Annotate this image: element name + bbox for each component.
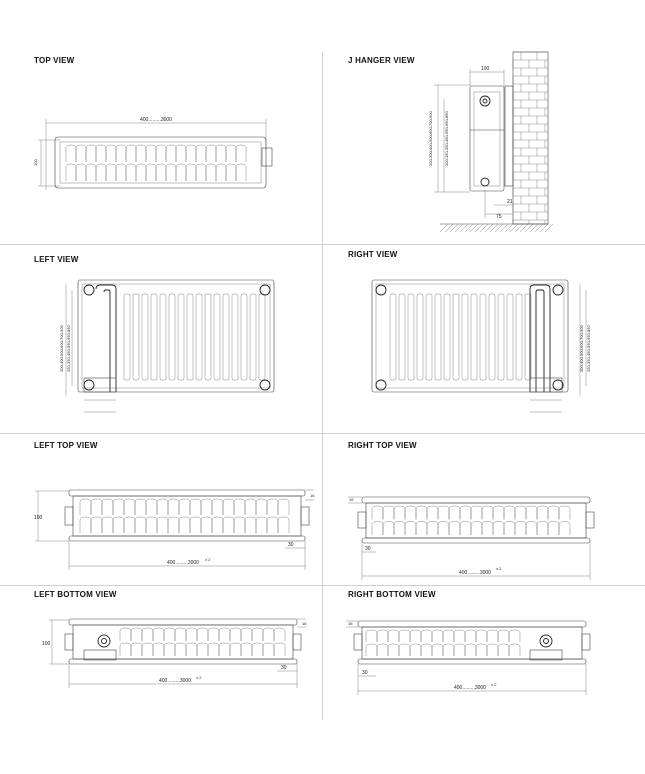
left-bottom-small-label: 16 <box>302 621 307 626</box>
left-top-small-label: 16 <box>310 493 315 498</box>
right-bottom-width-label: 400.........3000 <box>454 685 486 691</box>
right-top-width-sup: ± 2 <box>496 566 502 571</box>
right-bottom-width-dim <box>358 664 586 695</box>
j-hanger-small-label: 21 <box>507 199 513 205</box>
j-hanger-bottom-label: 75 <box>496 214 502 220</box>
right-view-title: RIGHT VIEW <box>348 250 398 259</box>
right-top-view-title: RIGHT TOP VIEW <box>348 441 417 450</box>
left-top-width-label: 400.........3000 <box>167 560 199 566</box>
left-top-view-title: LEFT TOP VIEW <box>34 441 98 450</box>
top-view-depth-label: 100 <box>33 159 38 166</box>
right-view-h1-label: 300-400-500-600-700-900 <box>579 325 584 372</box>
right-bottom-view-title: RIGHT BOTTOM VIEW <box>348 590 436 599</box>
left-bottom-view-title: LEFT BOTTOM VIEW <box>34 590 117 599</box>
left-bottom-side-label: 30 <box>281 665 287 671</box>
right-top-side-label: 30 <box>365 546 371 552</box>
left-top-side-label: 30 <box>288 542 294 548</box>
top-view-title: TOP VIEW <box>34 56 75 65</box>
right-top-small-label: 16 <box>349 497 354 502</box>
right-view-h2-label: 250-350-450-550-650-850 <box>586 325 591 372</box>
right-bottom-width-sup: ± 2 <box>491 682 497 687</box>
left-view-title: LEFT VIEW <box>34 255 79 264</box>
left-bottom-width-sup: ± 2 <box>196 675 202 680</box>
j-hanger-view-title: J HANGER VIEW <box>348 56 415 65</box>
j-hanger-h1-label: 200-300-400-500-600-700-900 <box>428 111 433 166</box>
right-top-width-label: 400.........3000 <box>459 570 491 576</box>
j-hanger-h2-label: 100-150-350-450-550-650-850 <box>444 111 449 166</box>
left-bottom-width-label: 400.........3000 <box>159 678 191 684</box>
left-bottom-depth-label: 100 <box>42 641 51 647</box>
top-view-width-label: 400.........3000 <box>140 117 172 123</box>
right-bottom-side-label: 30 <box>362 670 368 676</box>
left-view-h1-label: 300-400-500-600-700-900 <box>59 325 64 372</box>
right-bottom-small-label: 16 <box>348 621 353 626</box>
left-view-h2-label: 250-350-450-550-650-850 <box>66 325 71 372</box>
left-top-depth-label: 100 <box>34 515 43 521</box>
j-hanger-top-label: 100 <box>481 66 490 72</box>
left-top-width-sup: ± 2 <box>205 557 211 562</box>
right-bottom-side-dim <box>358 670 376 676</box>
